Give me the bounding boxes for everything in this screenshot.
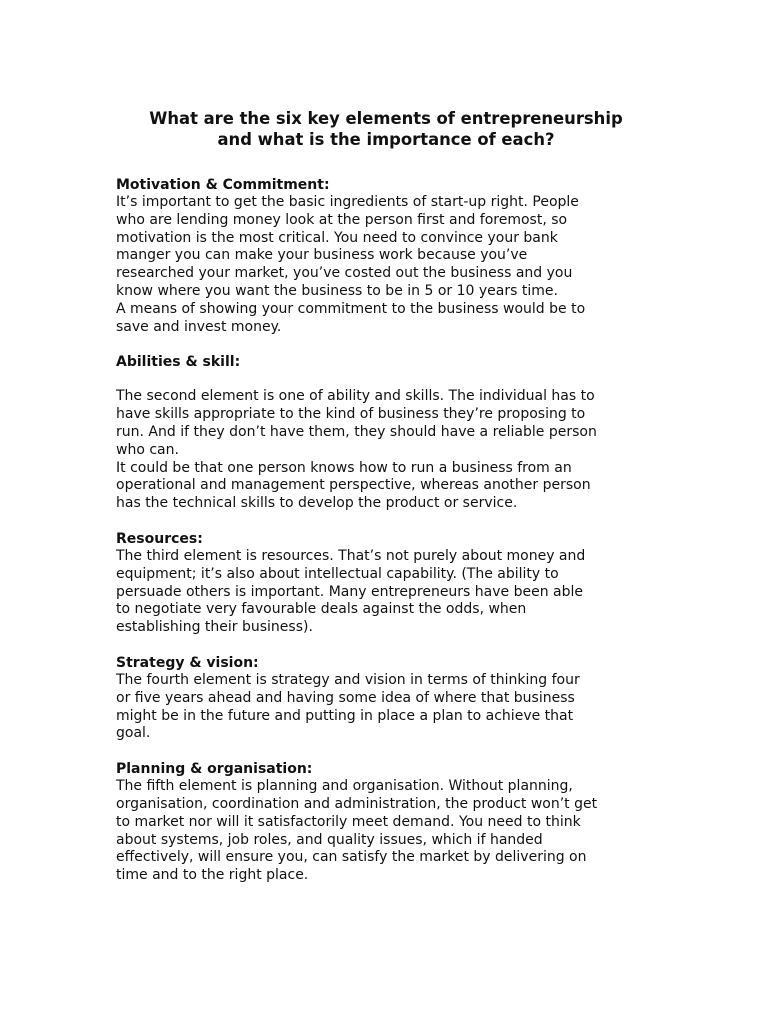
section-motivation-commitment (116, 176, 656, 336)
section-strategy-vision (116, 654, 656, 743)
paragraph-line: It’s important to get the basic ingredients of start-up right. People (116, 194, 579, 210)
paragraph-line: persuade others is important. Many entrepreneurs have been able (116, 583, 584, 600)
section-planning-organisation (116, 760, 656, 885)
section-heading: Strategy & vision: (116, 654, 259, 671)
paragraph-line: who can. (116, 441, 179, 458)
paragraph-line: The fifth element is planning and organisation. Without planning, (116, 778, 573, 795)
paragraph-line: has the technical skills to develop the product or service. (116, 495, 518, 512)
paragraph-line: to negotiate very favourable deals against the odds, when (116, 601, 527, 618)
paragraph-line: who are lending money look at the person first and foremost, so (116, 211, 568, 228)
paragraph-line: The second element is one of ability and skills. The individual has to (116, 388, 595, 405)
paragraph-line: A means of showing your commitment to the business would be to (116, 300, 586, 317)
paragraph-line: effectively, will ensure you, can satisfy the market by delivering on (116, 849, 587, 866)
paragraph-line: motivation is the most critical. You need to convince your bank (116, 229, 558, 246)
paragraph-line: save and invest money. (116, 318, 282, 335)
section-abilities-skill (116, 353, 656, 513)
title-line: What are the six key elements of entrepreneurship (149, 109, 623, 128)
paragraph-line: run. And if they don’t have them, they should have a reliable person (116, 423, 597, 440)
paragraph-line: about systems, job roles, and quality issues, which if handed (116, 831, 543, 848)
document-page (116, 108, 656, 902)
title-line: and what is the importance of each? (217, 130, 555, 149)
paragraph-line: establishing their business). (116, 619, 313, 636)
paragraph-line: operational and management perspective, whereas another person (116, 477, 591, 494)
paragraph-line: organisation, coordination and administration, the product won’t get (116, 795, 598, 812)
paragraph-line: time and to the right place. (116, 867, 309, 884)
paragraph-line: researched your market, you’ve costed out the business and you (116, 265, 573, 282)
paragraph-line: The third element is resources. That’s not purely about money and (116, 547, 586, 564)
paragraph-line: have skills appropriate to the kind of business they’re proposing to (116, 406, 586, 423)
section-heading: Motivation & Commitment: (116, 177, 330, 193)
section-resources (116, 530, 656, 637)
paragraph-line: The fourth element is strategy and vision in terms of thinking four (116, 671, 580, 688)
section-heading: Abilities & skill: (116, 354, 241, 371)
paragraph-line: or five years ahead and having some idea of where that business (116, 689, 575, 706)
paragraph-line: to market nor will it satisfactorily meet demand. You need to think (116, 813, 581, 830)
section-heading: Planning & organisation: (116, 761, 313, 778)
paragraph-line: know where you want the business to be in 5 or 10 years time. (116, 282, 558, 299)
section-heading: Resources: (116, 530, 203, 547)
paragraph-line: manger you can make your business work because you’ve (116, 247, 528, 264)
document-title (116, 108, 656, 150)
paragraph-line: goal. (116, 725, 151, 742)
paragraph-line: might be in the future and putting in place a plan to achieve that (116, 707, 574, 724)
paragraph-line: equipment; it’s also about intellectual capability. (The ability to (116, 565, 559, 582)
paragraph-line: It could be that one person knows how to run a business from an (116, 459, 572, 476)
